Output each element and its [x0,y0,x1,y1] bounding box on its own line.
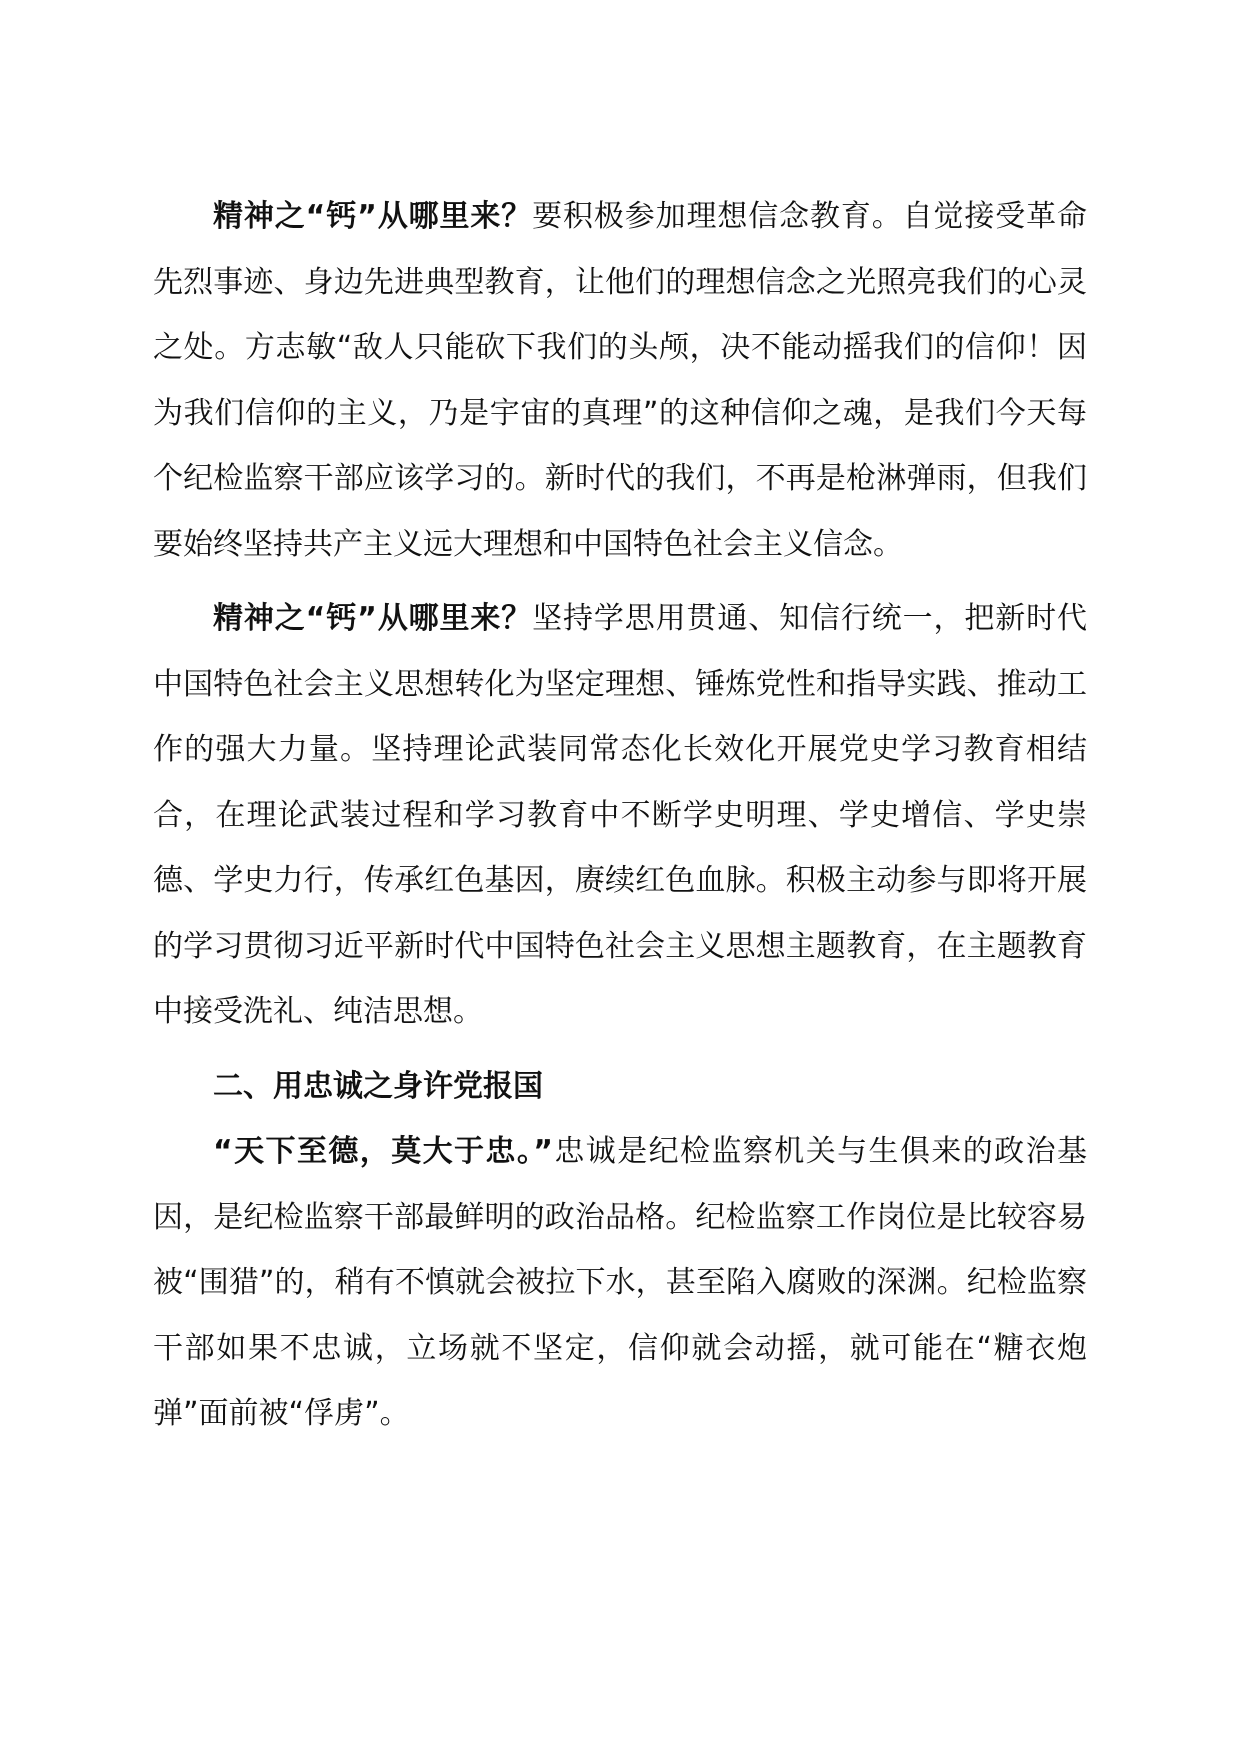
quote-lead: “天下至德，莫大于忠。” [213,1134,553,1169]
paragraph-lead: 精神之“钙”从哪里来？ [213,199,533,234]
paragraph-body: 忠诚是纪检监察机关与生俱来的政治基因，是纪检监察干部最鲜明的政治品格。纪检监察工作岗位是比较容易被“围猎”的，稍有不慎就会被拉下水，甚至陷入腐败的深渊。纪检监察干部如果不忠诚，立场就不坚定，信仰就会动摇，就可能在“糖衣炮弹”面前被“俘虏”。 [153,1134,1088,1431]
section-heading: 二、用忠诚之身许党报国 [213,1068,543,1104]
paragraph-lead: 精神之“钙”从哪里来？ [213,601,533,636]
paragraph-calcium-education [153,184,1087,577]
paragraph-body: 要积极参加理想信念教育。自觉接受革命先烈事迹、身边先进典型教育，让他们的理想信念之光照亮我们的心灵之处。方志敏“敌人只能砍下我们的头颅，决不能动摇我们的信仰！因为我们信仰的主义，乃是宇宙的真理”的这种信仰之魂，是我们今天每个纪检监察干部应该学习的。新时代的我们，不再是枪淋弹雨，但我们要始终坚持共产主义远大理想和中国特色社会主义信念。 [153,199,1088,562]
document-page [153,184,1087,1456]
paragraph-body: 坚持学思用贯通、知信行统一，把新时代中国特色社会主义思想转化为坚定理想、锤炼党性和指导实践、推动工作的强大力量。坚持理论武装同常态化长效化开展党史学习教育相结合，在理论武装过程和学习教育中不断学史明理、学史增信、学史崇德、学史力行，传承红色基因，赓续红色血脉。积极主动参与即将开展的学习贯彻习近平新时代中国特色社会主义思想主题教育，在主题教育中接受洗礼、纯洁思想。 [153,601,1088,1029]
paragraph-loyalty [153,1119,1087,1447]
paragraph-calcium-theory [153,586,1087,1045]
